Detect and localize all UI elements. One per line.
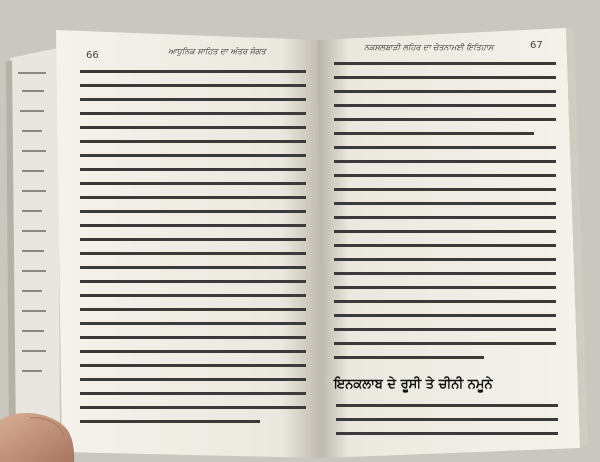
left-running-header: ਆਧੁਨਿਕ ਸਾਹਿਤ ਦਾ ਅੰਤਰ ਸੰਗਤ <box>168 47 266 56</box>
right-page-number: 67 <box>530 40 543 51</box>
right-running-header: ਨਕਸਲਬਾੜੀ ਲਹਿਰ ਦਾ ਚੇਤਨਾਮਈ ਇਤਿਹਾਸ <box>364 43 494 52</box>
underlying-book <box>6 48 60 448</box>
left-page-number: 66 <box>86 50 99 61</box>
section-heading: ਇਨਕਲਾਬ ਦੇ ਰੂਸੀ ਤੇ ਚੀਨੀ ਨਮੂਨੇ <box>334 377 493 392</box>
